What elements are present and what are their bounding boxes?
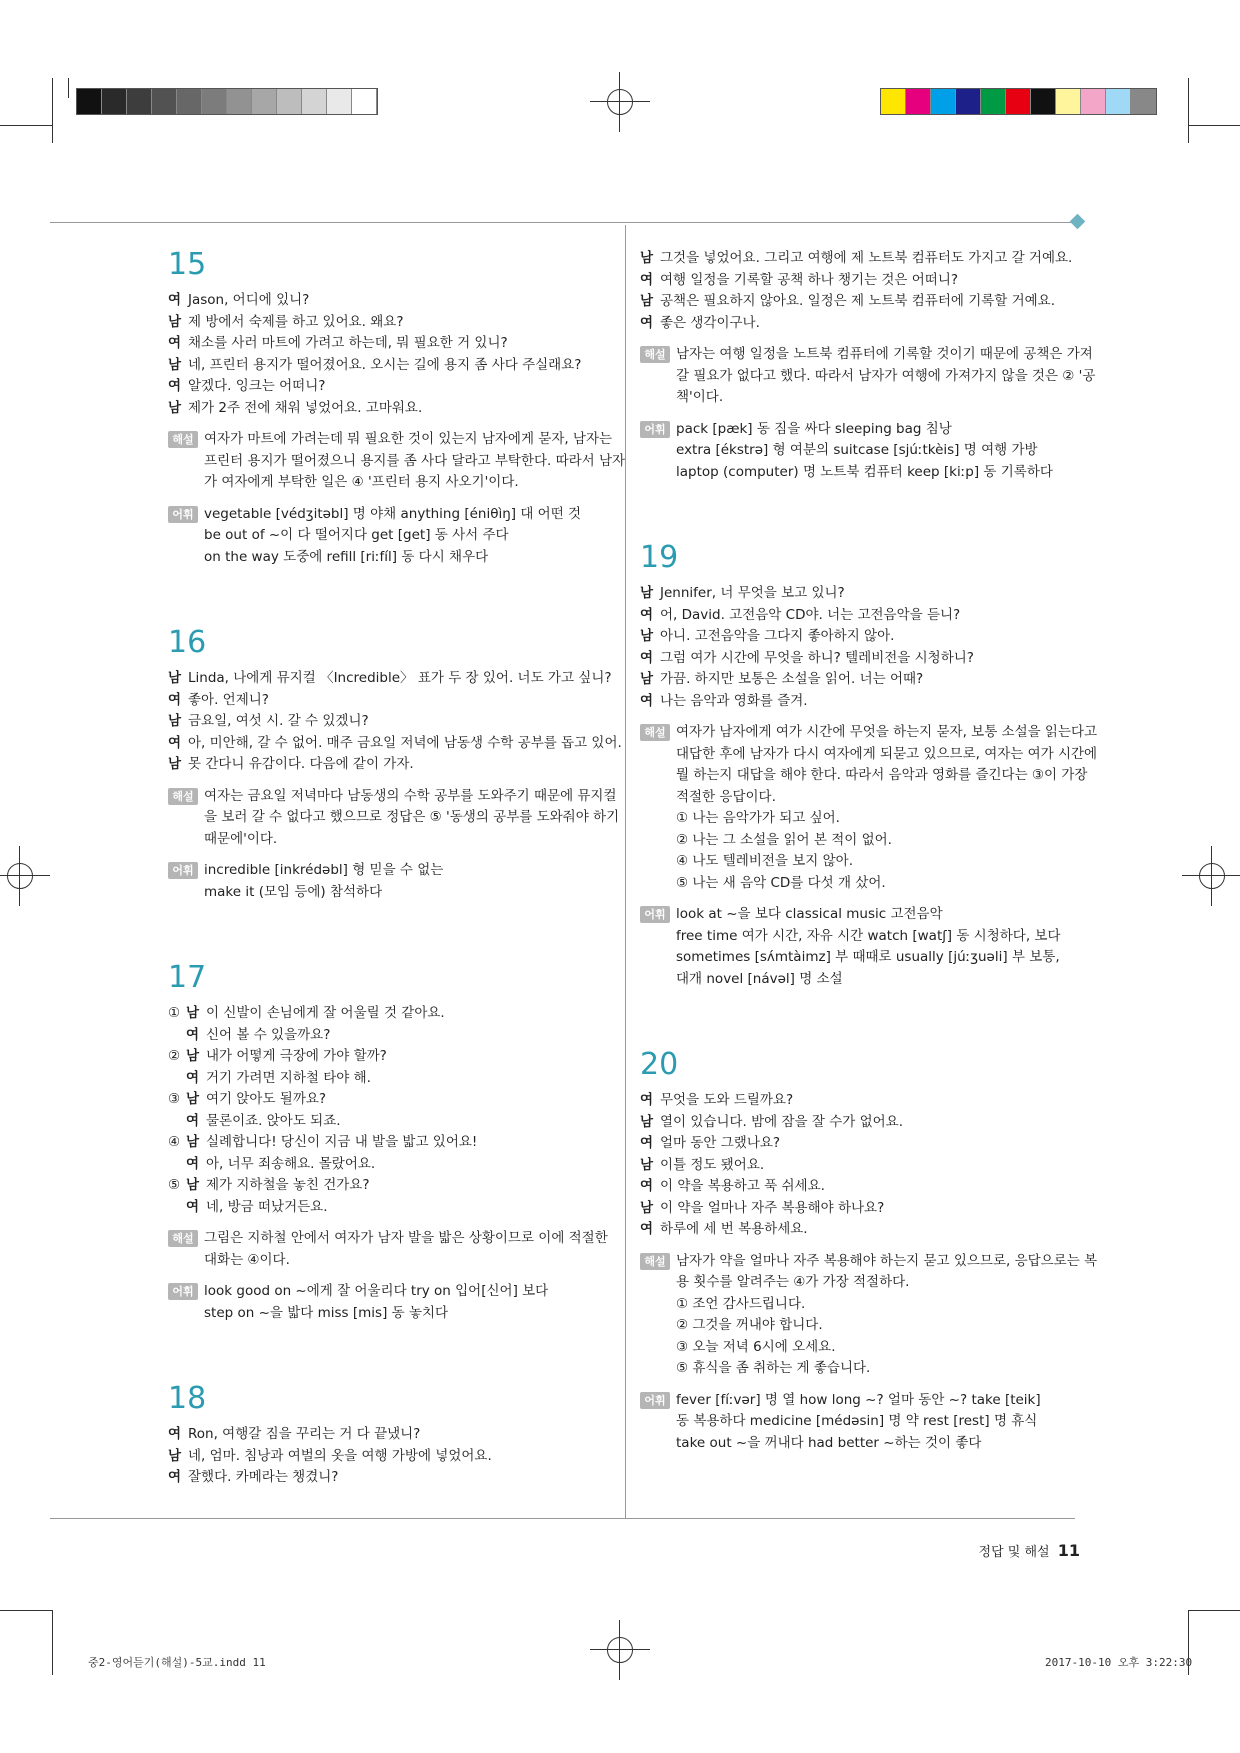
color-swatch	[1081, 89, 1106, 114]
speaker-label: 남	[640, 1113, 654, 1130]
speaker-label: 여	[186, 1069, 200, 1086]
right-column	[640, 248, 1098, 1454]
dialogue-text: 여행 일정을 기록할 공책 하나 챙기는 것은 어떠니?	[660, 271, 959, 288]
speaker-label: 남	[168, 713, 182, 729]
dialogue-line	[640, 1133, 1085, 1155]
answer-option: ⑤ 휴식을 좀 취하는 게 좋습니다.	[676, 1360, 871, 1376]
option-number: ⑤	[168, 1177, 181, 1193]
speaker-label: 남	[168, 399, 182, 416]
explanation-tag: 해설	[640, 346, 670, 363]
dialogue-text: 잘했다. 카메라는 챙겼니?	[188, 1469, 339, 1485]
question-20	[640, 1047, 1098, 1454]
crop-mark-bottom-right	[1188, 1610, 1240, 1611]
explanation-line: 대답한 후에 남자가 다시 여자에게 되묻고 있으므로, 여자는 여가 시간에	[676, 745, 1098, 762]
vocab-text	[676, 904, 1085, 990]
question-16	[168, 625, 622, 903]
dialogue-line	[168, 1068, 613, 1090]
dialogue	[168, 1424, 613, 1489]
vocab-box	[640, 904, 1085, 990]
question-number: 17	[168, 960, 207, 995]
dialogue-line	[640, 1198, 1085, 1220]
vocab-box	[168, 504, 613, 569]
speaker-label: 남	[640, 1156, 654, 1173]
print-timestamp: 2017-10-10 오후 3:22:30	[1045, 1656, 1193, 1669]
vocab-tag: 어휘	[640, 906, 670, 923]
speaker-label: 남	[186, 1134, 200, 1150]
speaker-label: 남	[186, 1177, 200, 1193]
dialogue-line	[640, 648, 1085, 670]
dialogue-line	[640, 1112, 1085, 1134]
dialogue-text: 제가 지하철을 놓친 건가요?	[206, 1177, 370, 1193]
speaker-label: 여	[168, 378, 182, 394]
explanation-line: 가 여자에게 부탁한 일은 ④ '프린터 용지 사오기'이다.	[204, 474, 519, 490]
answer-option: ⑤ 나는 새 음악 CD를 다섯 개 샀어.	[676, 874, 886, 891]
answer-options	[676, 808, 1097, 894]
dialogue-line	[640, 583, 1085, 605]
vocab-line: look at ~을 보다 classical music 고전음악	[676, 906, 943, 922]
dialogue-text: Jennifer, 너 무엇을 보고 있니?	[660, 585, 845, 601]
explanation-line: 그림은 지하철 안에서 여자가 남자 발을 밟은 상황이므로 이에 적절한	[204, 1230, 608, 1246]
explanation-text	[676, 344, 1095, 409]
explanation-line: 갈 필요가 없다고 했다. 따라서 남자가 여행에 가져가지 않을 것은 ② '공	[676, 367, 1096, 384]
crop-mark-top-left	[0, 125, 52, 126]
dialogue-line	[168, 1132, 613, 1154]
question-18	[168, 1382, 613, 1489]
color-swatch	[1031, 89, 1056, 114]
dialogue-line	[168, 398, 613, 420]
dialogue-line	[168, 355, 613, 377]
speaker-label: 남	[168, 670, 182, 686]
dialogue-text: 제 방에서 숙제를 하고 있어요. 왜요?	[188, 313, 404, 330]
color-swatch	[352, 89, 377, 114]
explanation-line: 프린터 용지가 떨어졌으니 용지를 좀 사다 달라고 부탁한다. 따라서 남자	[204, 452, 626, 469]
dialogue-line	[640, 248, 1085, 270]
vocab-box	[168, 1281, 613, 1324]
color-swatch	[252, 89, 277, 114]
dialogue-text: 어, David. 고전음악 CD야. 너는 고전음악을 듣니?	[660, 606, 961, 623]
file-name: 중2-영어듣기(해설)-5교.indd 11	[88, 1656, 266, 1669]
question-19	[640, 540, 1098, 990]
explanation-tag: 해설	[640, 724, 670, 741]
dialogue-line	[168, 1467, 613, 1489]
explanation-line: 뭘 하는지 대답을 해야 한다. 따라서 음악과 영화를 즐긴다는 ③이 가장	[676, 767, 1088, 783]
dialogue-line	[168, 290, 613, 312]
left-column	[168, 247, 626, 1489]
dialogue-text: 무엇을 도와 드릴까요?	[660, 1092, 794, 1108]
grayscale-color-bar	[76, 88, 378, 115]
speaker-label: 여	[640, 606, 654, 623]
dialogue-line	[640, 291, 1085, 313]
dialogue-text: 금요일, 여섯 시. 갈 수 있겠니?	[188, 713, 369, 729]
color-swatch	[1006, 89, 1031, 114]
explanation-box	[640, 344, 1096, 409]
explanation-line: 적절한 응답이다.	[676, 788, 776, 805]
color-swatch	[227, 89, 252, 114]
speaker-label: 여	[640, 314, 654, 331]
dialogue-text: 여기 앉아도 될까요?	[206, 1091, 327, 1107]
column-divider	[625, 225, 626, 1518]
dialogue-text: 좋아. 언제니?	[188, 691, 269, 708]
header-rule	[50, 222, 1075, 223]
speaker-label: 남	[186, 1091, 200, 1107]
dialogue-text: 이 신발이 손님에게 잘 어울릴 것 같아요.	[206, 1005, 445, 1021]
dialogue-line	[168, 1025, 613, 1047]
vocab-line: vegetable [védʒitəbl] 명 야채 anything [éniθìŋ] 대 어떤 것	[204, 505, 582, 522]
speaker-label: 남	[640, 585, 654, 601]
question-number: 19	[640, 540, 679, 575]
dialogue-text: 그럼 여가 시간에 무엇을 하니? 텔레비전을 시청하니?	[660, 649, 974, 666]
explanation-line: 용 횟수를 알려주는 ④가 가장 적절하다.	[676, 1274, 910, 1290]
question-number: 18	[168, 1381, 207, 1416]
dialogue-line	[168, 312, 613, 334]
dialogue-text: 이 약을 얼마나 자주 복용해야 하나요?	[660, 1199, 885, 1216]
dialogue-line	[168, 1175, 613, 1197]
dialogue-line	[168, 333, 613, 355]
explanation-box	[168, 429, 626, 494]
vocab-box	[168, 860, 613, 903]
registration-mark-top	[590, 72, 650, 132]
color-swatch	[177, 89, 202, 114]
speaker-label: 여	[168, 1469, 182, 1485]
vocab-line: 동 복용하다 medicine [médəsin] 명 약 rest [rest] 명 휴식	[676, 1413, 1038, 1429]
color-swatch	[881, 89, 906, 114]
dialogue-line	[168, 1154, 613, 1176]
speaker-label: 남	[640, 250, 654, 266]
dialogue-text: 물론이죠. 앉아도 되죠.	[206, 1112, 341, 1129]
registration-mark-bottom	[590, 1620, 650, 1680]
explanation-line: 남자가 약을 얼마나 자주 복용해야 하는지 묻고 있으므로, 응답으로는 복	[676, 1252, 1098, 1269]
color-swatch	[77, 89, 102, 114]
color-swatch	[981, 89, 1006, 114]
dialogue-text: 제가 2주 전에 채워 넣었어요. 고마워요.	[188, 399, 423, 416]
option-number: ④	[168, 1134, 181, 1150]
vocab-tag: 어휘	[168, 862, 198, 879]
dialogue-line	[168, 1089, 613, 1111]
header-diamond	[1070, 214, 1086, 230]
speaker-label: 여	[186, 1198, 200, 1215]
speaker-label: 남	[168, 1447, 182, 1464]
vocab-text	[204, 860, 613, 903]
vocab-tag: 어휘	[168, 506, 198, 523]
answer-option: ③ 오늘 저녁 6시에 오세요.	[676, 1338, 836, 1355]
dialogue	[640, 1090, 1085, 1241]
dialogue-text: Ron, 여행갈 짐을 꾸리는 거 다 끝냈니?	[188, 1426, 421, 1442]
dialogue-line	[168, 754, 613, 776]
dialogue-line	[168, 668, 613, 690]
question-number: 16	[168, 625, 207, 660]
crop-mark-top-right-v	[1188, 78, 1189, 143]
crop-mark-bottom-left	[0, 1610, 52, 1611]
dialogue-text: 거기 가려면 지하철 타야 해.	[206, 1069, 371, 1086]
dialogue-text: 알겠다. 잉크는 어떠니?	[188, 378, 326, 394]
vocab-line: incredible [inkrédəbl] 형 믿을 수 없는	[204, 862, 444, 878]
color-swatch	[327, 89, 352, 114]
dialogue-line	[640, 626, 1085, 648]
explanation-line: 때문에'이다.	[204, 830, 278, 847]
dialogue-line	[640, 1176, 1085, 1198]
speaker-label: 여	[640, 1135, 654, 1151]
dialogue-line	[640, 1219, 1085, 1241]
speaker-label: 남	[640, 671, 654, 687]
dialogue-line	[168, 1046, 613, 1068]
vocab-line: 대개 novel [návəl] 명 소설	[676, 970, 843, 987]
dialogue-text: 그것을 넣었어요. 그리고 여행에 제 노트북 컴퓨터도 가지고 갈 거예요.	[660, 250, 1073, 266]
explanation-box	[168, 786, 620, 851]
vocab-line: make it (모임 등에) 참석하다	[204, 883, 383, 900]
dialogue-text: 좋은 생각이구나.	[660, 314, 760, 331]
dialogue	[640, 248, 1085, 334]
dialogue	[640, 583, 1085, 712]
dialogue-text: 네, 프린터 용지가 떨어졌어요. 오시는 길에 용지 좀 사다 주실래요?	[188, 356, 582, 373]
vocab-line: look good on ~에게 잘 어울리다 try on 입어[신어] 보다	[204, 1283, 549, 1299]
answer-option: ② 나는 그 소설을 읽어 본 적이 없어.	[676, 831, 892, 848]
color-swatch	[1106, 89, 1131, 114]
explanation-line: 책'이다.	[676, 389, 724, 405]
crop-mark-bottom-left-v	[52, 1610, 53, 1675]
speaker-label: 남	[168, 356, 182, 373]
dialogue-text: 내가 어떻게 극장에 가야 할까?	[206, 1048, 387, 1064]
explanation-line: 여자가 마트에 가려는데 뭐 필요한 것이 있는지 남자에게 묻자, 남자는	[204, 431, 613, 447]
speaker-label: 여	[640, 271, 654, 288]
answer-option: ① 조언 감사드립니다.	[676, 1295, 806, 1312]
color-swatch	[102, 89, 127, 114]
speaker-label: 여	[640, 649, 654, 666]
vocab-line: on the way 도중에 refill [riːfíl] 동 다시 채우다	[204, 548, 489, 565]
question-18-continued	[640, 248, 1096, 483]
color-swatch	[956, 89, 981, 114]
crop-mark-top-right	[1188, 125, 1240, 126]
vocab-line: laptop (computer) 명 노트북 컴퓨터 keep [kiːp] 동 기록하다	[676, 463, 1053, 480]
answer-options	[676, 1294, 1097, 1380]
speaker-label: 여	[168, 335, 182, 351]
explanation-tag: 해설	[640, 1253, 670, 1270]
dialogue-text: 가끔. 하지만 보통은 소설을 읽어. 너는 어때?	[660, 671, 924, 687]
speaker-label: 여	[186, 1112, 200, 1129]
option-number: ②	[168, 1048, 181, 1064]
speaker-label: 여	[640, 1221, 654, 1237]
question-15	[168, 247, 626, 568]
vocab-line: be out of ~이 다 떨어지다 get [get] 동 사서 주다	[204, 527, 509, 543]
dialogue-text: 열이 있습니다. 밤에 잠을 잘 수가 없어요.	[660, 1113, 903, 1130]
dialogue-line	[168, 1197, 613, 1219]
answer-option: ② 그것을 꺼내야 합니다.	[676, 1317, 823, 1333]
dialogue-text: 얼마 동안 그랬나요?	[660, 1135, 781, 1151]
dialogue-text: 아, 미안해, 갈 수 없어. 매주 금요일 저녁에 남동생 수학 공부를 돕고 있어.	[188, 734, 622, 751]
vocab-line: step on ~을 밟다 miss [mis] 동 놓치다	[204, 1304, 449, 1321]
explanation-tag: 해설	[168, 1230, 198, 1247]
explanation-tag: 해설	[168, 431, 198, 448]
question-number: 15	[168, 247, 207, 282]
process-color-bar	[880, 88, 1157, 115]
explanation-line: 여자는 금요일 저녁마다 남동생의 수학 공부를 도와주기 때문에 뮤지컬	[204, 787, 617, 804]
explanation-line: 을 보러 갈 수 없다고 했으므로 정답은 ⑤ '동생의 공부를 도와줘야 하기	[204, 809, 620, 825]
explanation-line: 여자가 남자에게 여가 시간에 무엇을 하는지 묻자, 보통 소설을 읽는다고	[676, 724, 1098, 740]
dialogue-text: 신어 볼 수 있을까요?	[206, 1026, 331, 1043]
speaker-label: 여	[640, 1178, 654, 1194]
vocab-line: free time 여가 시간, 자유 시간 watch [watʃ] 동 시청하다, 보다	[676, 927, 1061, 944]
speaker-label: 여	[640, 1092, 654, 1108]
vocab-box	[640, 1390, 1085, 1455]
color-swatch	[152, 89, 177, 114]
explanation-text	[676, 722, 1097, 894]
answer-option: ④ 나도 텔레비전을 보지 않아.	[676, 853, 854, 869]
vocab-text	[676, 419, 1085, 484]
dialogue-text: 네, 엄마. 침낭과 여벌의 옷을 여행 가방에 넣었어요.	[188, 1447, 492, 1464]
page-footer	[950, 1541, 1080, 1560]
question-17	[168, 961, 613, 1324]
crop-mark-top-left-v2	[68, 78, 69, 98]
speaker-label: 여	[640, 692, 654, 709]
dialogue-options	[168, 1003, 613, 1218]
color-swatch	[302, 89, 327, 114]
dialogue-line	[168, 1446, 613, 1468]
speaker-label: 여	[168, 691, 182, 708]
dialogue-text: 하루에 세 번 복용하세요.	[660, 1221, 808, 1237]
vocab-tag: 어휘	[640, 1392, 670, 1409]
dialogue-line	[168, 1424, 613, 1446]
dialogue-text: 이틀 정도 됐어요.	[660, 1156, 765, 1173]
explanation-line: 대화는 ④이다.	[204, 1251, 290, 1268]
explanation-box	[640, 1251, 1098, 1380]
dialogue-text: Linda, 나에게 뮤지컬 〈Incredible〉 표가 두 장 있어. 너도 가고 싶니?	[188, 670, 612, 686]
page-number: 11	[1057, 1541, 1080, 1560]
dialogue-text: 아니. 고전음악을 그다지 좋아하지 않아.	[660, 628, 895, 644]
vocab-text	[204, 504, 613, 569]
dialogue-line	[168, 1111, 613, 1133]
explanation-text	[204, 786, 619, 851]
speaker-label: 남	[168, 756, 182, 772]
dialogue-line	[168, 376, 613, 398]
color-swatch	[931, 89, 956, 114]
dialogue-text: 나는 음악과 영화를 즐겨.	[660, 692, 808, 709]
vocab-box	[640, 419, 1085, 484]
registration-mark-right	[1182, 846, 1240, 906]
dialogue-text: 채소를 사러 마트에 가려고 하는데, 뭐 필요한 거 있니?	[188, 335, 508, 351]
speaker-label: 남	[640, 628, 654, 644]
vocab-line: sometimes [sʌ́mtàimz] 부 때때로 usually [júːʒuəli] 부 보통,	[676, 949, 1060, 965]
question-number: 20	[640, 1047, 679, 1082]
registration-mark-left	[0, 846, 50, 906]
speaker-label: 남	[640, 293, 654, 309]
explanation-tag: 해설	[168, 788, 198, 805]
dialogue-line	[640, 1090, 1085, 1112]
explanation-box	[168, 1228, 613, 1271]
dialogue-line	[168, 1003, 613, 1025]
color-swatch	[1056, 89, 1081, 114]
option-number: ③	[168, 1091, 181, 1107]
dialogue	[168, 290, 613, 419]
speaker-label: 남	[640, 1199, 654, 1216]
vocab-line: pack [pæk] 동 짐을 싸다 sleeping bag 침낭	[676, 420, 952, 437]
speaker-label: 여	[168, 292, 182, 308]
speaker-label: 남	[186, 1048, 200, 1064]
dialogue-line	[640, 691, 1085, 713]
answer-option: ① 나는 음악가가 되고 싶어.	[676, 810, 840, 826]
dialogue-line	[168, 733, 622, 755]
dialogue-line	[168, 690, 613, 712]
color-swatch	[906, 89, 931, 114]
speaker-label: 여	[168, 1426, 182, 1442]
dialogue	[168, 668, 622, 776]
dialogue-text: 못 간다니 유감이다. 다음에 같이 가자.	[188, 756, 414, 772]
dialogue-line	[168, 711, 613, 733]
color-swatch	[202, 89, 227, 114]
dialogue-line	[640, 1155, 1085, 1177]
vocab-tag: 어휘	[168, 1283, 198, 1300]
dialogue-text: 아, 너무 죄송해요. 몰랐어요.	[206, 1155, 376, 1172]
explanation-text	[204, 1228, 613, 1271]
dialogue-line	[640, 669, 1085, 691]
color-swatch	[277, 89, 302, 114]
speaker-label: 남	[186, 1005, 200, 1021]
speaker-label: 여	[168, 734, 182, 751]
speaker-label: 남	[168, 313, 182, 330]
crop-mark-top-left-v	[52, 78, 53, 143]
vocab-line: extra [ékstrə] 형 여분의 suitcase [sjúːtkèis] 명 여행 가방	[676, 442, 1038, 458]
vocab-text	[204, 1281, 613, 1324]
vocab-line: fever [fíːvər] 명 열 how long ~? 얼마 동안 ~? take [teik]	[676, 1391, 1041, 1408]
dialogue-text: 실례합니다! 당신이 지금 내 발을 밟고 있어요!	[206, 1134, 478, 1150]
speaker-label: 여	[186, 1026, 200, 1043]
speaker-label: 여	[186, 1155, 200, 1172]
dialogue-text: 공책은 필요하지 않아요. 일정은 제 노트북 컴퓨터에 기록할 거예요.	[660, 293, 1056, 309]
color-swatch	[127, 89, 152, 114]
footer-rule	[50, 1518, 1075, 1519]
option-number: ①	[168, 1005, 181, 1021]
explanation-box	[640, 722, 1098, 894]
page-label: 정답 및 해설	[978, 1545, 1050, 1560]
dialogue-text: 네, 방금 떠났거든요.	[206, 1198, 328, 1215]
dialogue-line	[640, 313, 1085, 335]
vocab-line: take out ~을 꺼내다 had better ~하는 것이 좋다	[676, 1434, 982, 1451]
explanation-line: 남자는 여행 일정을 노트북 컴퓨터에 기록할 것이기 때문에 공책은 가져	[676, 346, 1093, 362]
vocab-text	[676, 1390, 1085, 1455]
color-swatch	[1131, 89, 1156, 114]
dialogue-text: Jason, 어디에 있니?	[188, 292, 310, 308]
explanation-text	[204, 429, 625, 494]
dialogue-line	[640, 270, 1085, 292]
dialogue-text: 이 약을 복용하고 푹 쉬세요.	[660, 1178, 825, 1194]
dialogue-line	[640, 605, 1085, 627]
explanation-text	[676, 1251, 1097, 1380]
vocab-tag: 어휘	[640, 421, 670, 438]
